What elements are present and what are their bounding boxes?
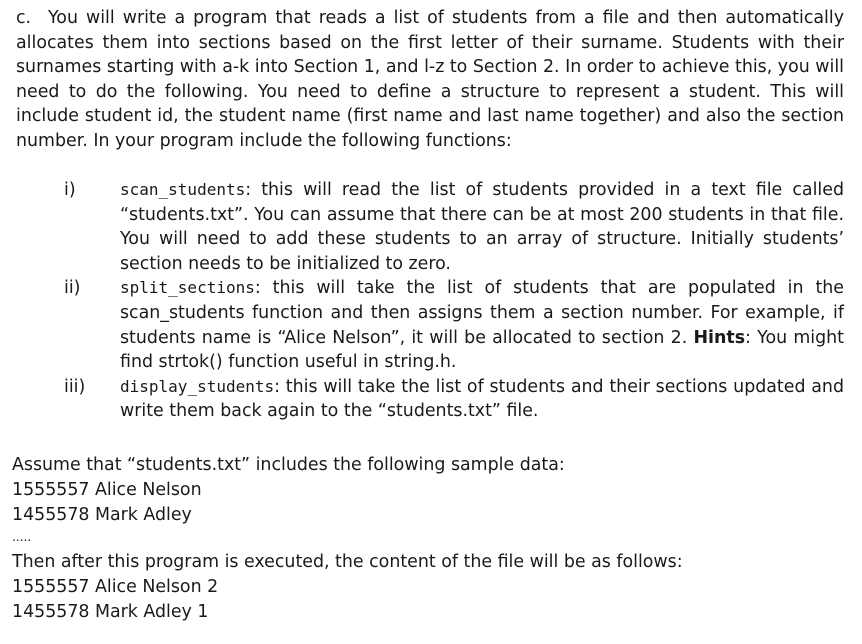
- function-item-display-students: [64, 375, 844, 424]
- question-label: c.: [16, 8, 32, 28]
- function-item-scan-students: [64, 178, 844, 276]
- hint-label: Hints: [693, 327, 746, 348]
- function-description: : this will take the list of students that are populated in the scan_students function and then assigns them a section number. For example, if students name is “Alice Nelson”, it will be allocated to section 2.: [120, 278, 844, 348]
- function-item-split-sections: [64, 276, 844, 374]
- sample-ellipsis: .....: [12, 530, 32, 544]
- question-paragraph: [16, 6, 844, 153]
- sample-input-line: 1455578 Mark Adley: [12, 505, 192, 525]
- sample-input-heading: Assume that “students.txt” includes the following sample data:: [12, 455, 565, 475]
- function-description: : this will read the list of students provided in a text file called “students.txt”. You can assume that there can be at most 200 students in that file. You will need to add these students to an array of structure. Initially students’ section needs to be initialized to zero.: [120, 180, 844, 274]
- function-name: scan_students: [120, 180, 246, 199]
- function-list: [64, 178, 844, 424]
- sample-output-heading: Then after this program is executed, the content of the file will be as follows:: [12, 552, 683, 572]
- sample-output-line: 1555557 Alice Nelson 2: [12, 577, 219, 597]
- sample-output-line: 1455578 Mark Adley 1: [12, 602, 209, 622]
- function-name: split_sections: [120, 278, 255, 298]
- function-description: : this will take the list of students and their sections updated and write them back again to the “students.txt” file.: [120, 376, 844, 422]
- question-intro: You will write a program that reads a list of students from a file and then automatically allocates them into sections based on the first letter of their surname. Students with their surnames starting with a-k into Section 1, and l-z to Section 2. In order to achieve this, you will need to do the following. You need to define a structure to represent a student. This will include student id, the student name (first name and last name together) and also the section number. In your program include the following functions:: [16, 8, 844, 151]
- function-numeral: ii): [64, 278, 81, 299]
- sample-input-line: 1555557 Alice Nelson: [12, 480, 202, 500]
- function-numeral: iii): [64, 376, 86, 397]
- function-numeral: i): [64, 180, 76, 200]
- function-name: display_students: [120, 376, 275, 396]
- hint-text: : You might find strtok() function useful in string.h.: [120, 327, 844, 373]
